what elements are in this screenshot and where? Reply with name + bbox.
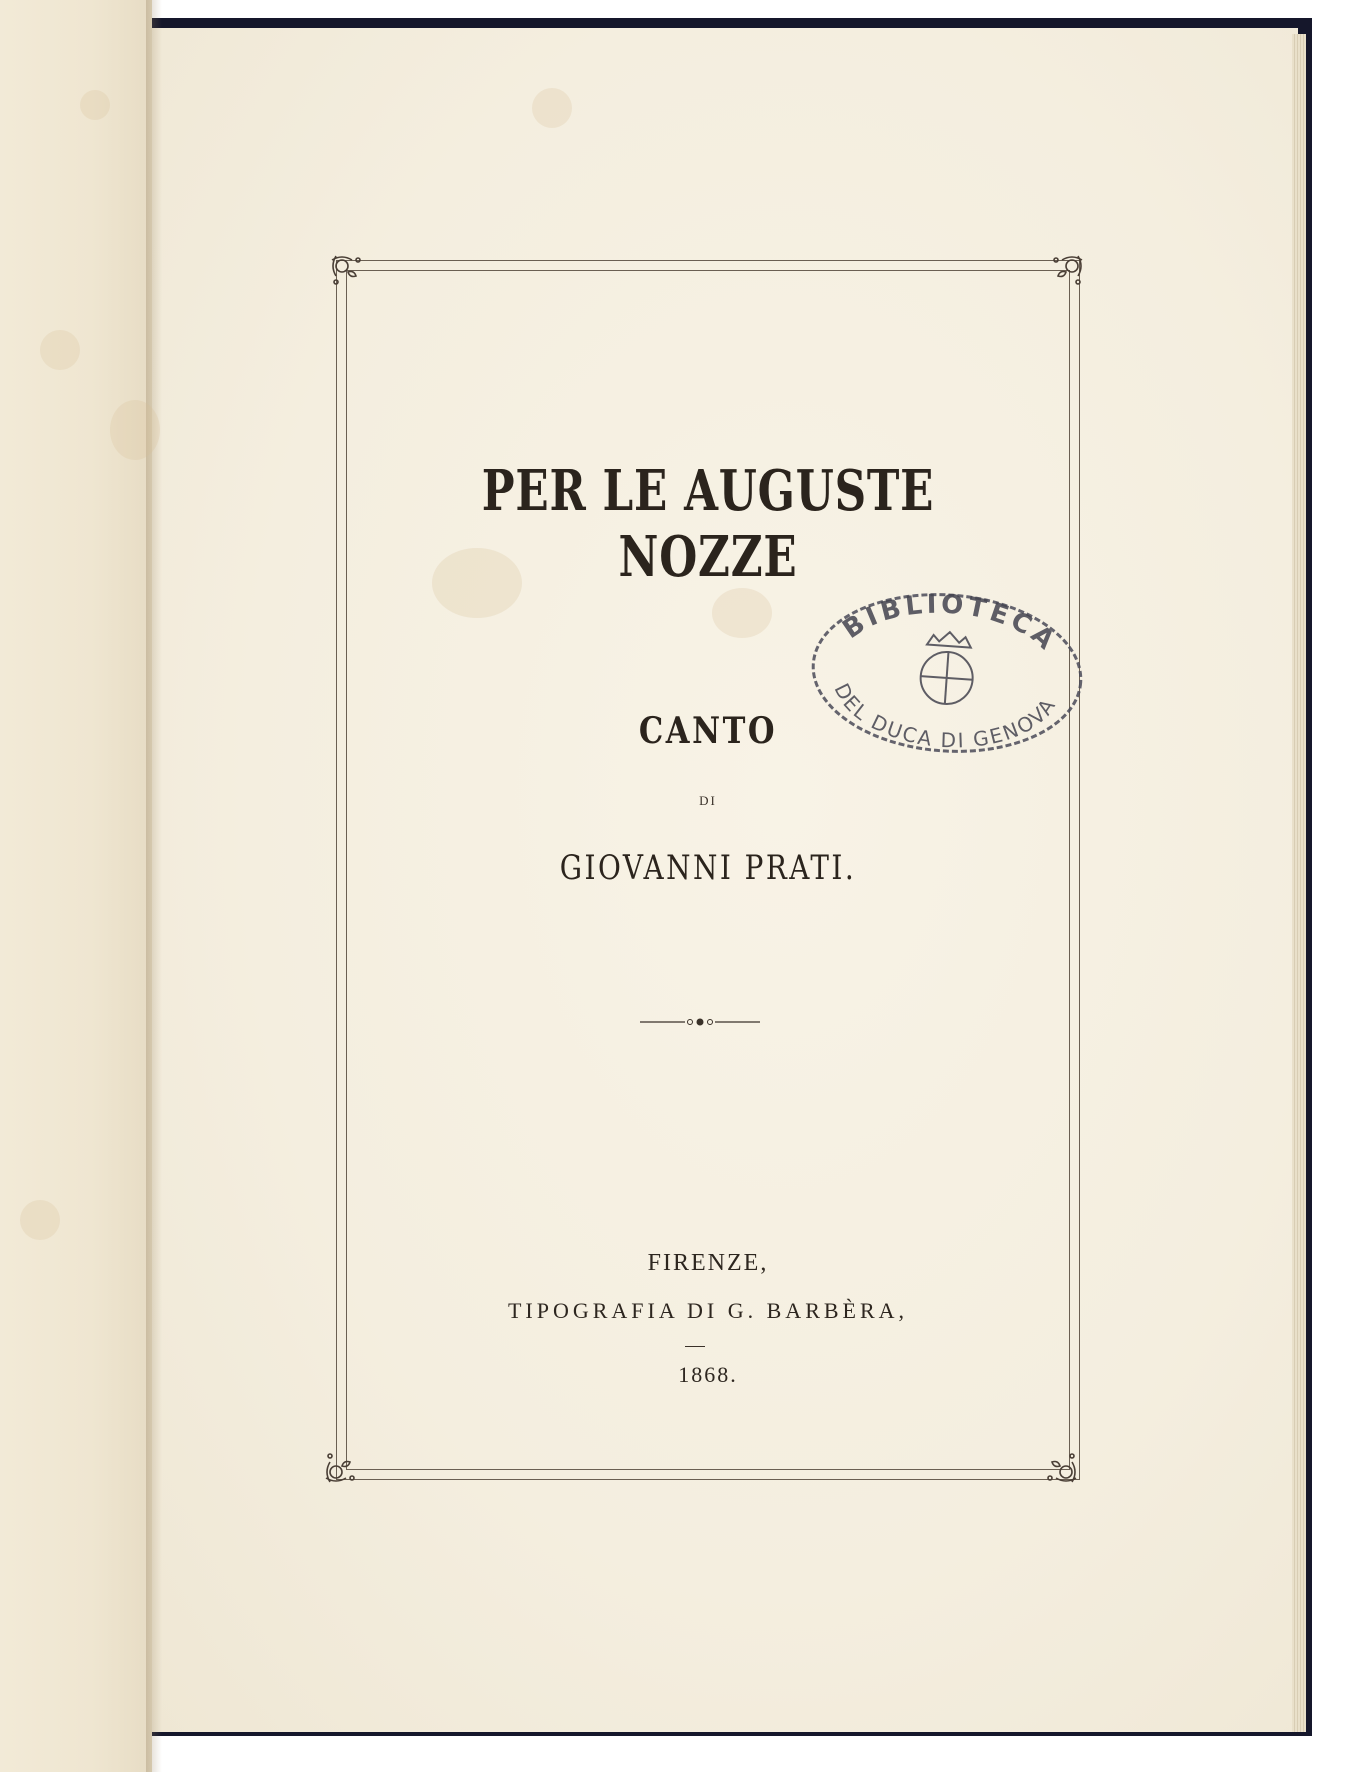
corner-ornament-icon: [1040, 1446, 1080, 1486]
book-title: PER LE AUGUSTE NOZZE: [481, 458, 935, 590]
svg-text:BIBLIOTECA: [836, 582, 1066, 659]
left-page: [0, 0, 152, 1772]
genre-label: CANTO: [638, 710, 778, 752]
corner-ornament-icon: [328, 252, 368, 292]
gutter-shadow: [146, 0, 162, 1772]
stamp-bottom-text: DEL DUCA DI GENOVA: [829, 679, 1061, 753]
author-name: GIOVANNI PRATI.: [559, 848, 857, 888]
library-stamp: [802, 579, 1091, 768]
page-edges: [1292, 34, 1306, 1732]
crown-shield-icon: [919, 630, 976, 705]
by-label: DI: [699, 793, 717, 808]
corner-ornament-icon: [322, 1446, 362, 1486]
imprint-year: 1868.: [678, 1362, 738, 1387]
imprint-printer: TIPOGRAFIA DI G. BARBÈRA,: [507, 1298, 909, 1323]
imprint-place: FIRENZE,: [647, 1250, 769, 1276]
corner-ornament-icon: [1046, 252, 1086, 292]
divider-ornament-icon: [640, 1012, 760, 1032]
stamp-top-text: BIBLIOTECA: [837, 589, 1063, 659]
svg-text:DEL DUCA DI GENOVA: [826, 678, 1062, 760]
imprint-rule: [685, 1346, 705, 1347]
